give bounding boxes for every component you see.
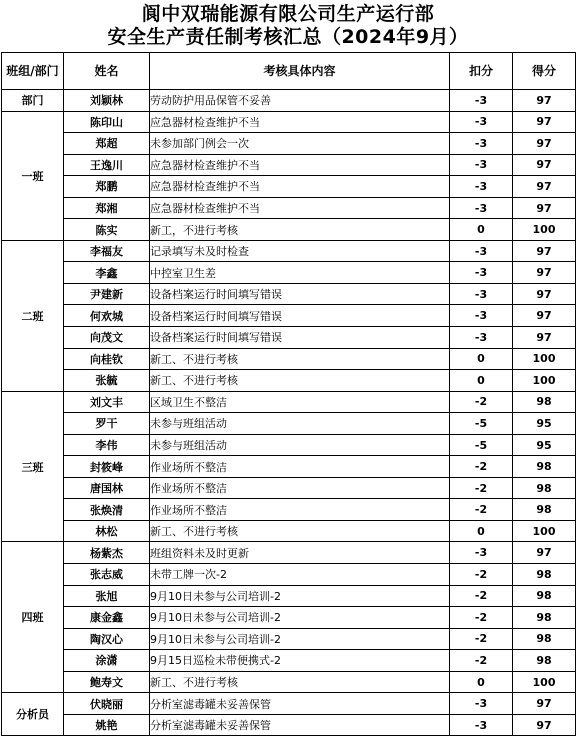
name-cell: 尹建新 xyxy=(64,283,150,305)
header-row xyxy=(2,53,576,90)
table-row xyxy=(2,585,576,607)
score-cell: 100 xyxy=(513,219,576,241)
name-cell: 李鑫 xyxy=(64,262,150,284)
content-cell: 设备档案运行时间填写错误 xyxy=(150,283,450,305)
deduct-cell: -3 xyxy=(450,133,513,155)
score-cell: 95 xyxy=(513,413,576,435)
deduct-cell: -3 xyxy=(450,542,513,564)
score-cell: 97 xyxy=(513,176,576,198)
team-cell: 四班 xyxy=(2,542,64,693)
name-cell: 陈实 xyxy=(64,219,150,241)
score-cell: 98 xyxy=(513,477,576,499)
score-cell: 100 xyxy=(513,348,576,370)
name-cell: 杨紫杰 xyxy=(64,542,150,564)
content-cell: 未参与班组活动 xyxy=(150,413,450,435)
content-cell: 作业场所不整洁 xyxy=(150,499,450,521)
table-row xyxy=(2,240,576,262)
content-cell: 应急器材检查维护不当 xyxy=(150,111,450,133)
content-cell: 应急器材检查维护不当 xyxy=(150,197,450,219)
content-cell: 新工、不进行考核 xyxy=(150,671,450,693)
content-cell: 9月10日未参与公司培训-2 xyxy=(150,628,450,650)
header-content: 考核具体内容 xyxy=(150,53,450,90)
score-cell: 100 xyxy=(513,671,576,693)
deduct-cell: -2 xyxy=(450,391,513,413)
score-cell: 98 xyxy=(513,499,576,521)
assessment-table xyxy=(1,52,576,736)
deduct-cell: -2 xyxy=(450,499,513,521)
content-cell: 9月15日巡检未带便携式-2 xyxy=(150,650,450,672)
table-row xyxy=(2,90,576,112)
table-row xyxy=(2,607,576,629)
deduct-cell: -5 xyxy=(450,434,513,456)
score-cell: 98 xyxy=(513,585,576,607)
report-title-line-1: 阆中双瑞能源有限公司生产运行部 xyxy=(141,3,435,25)
name-cell: 陈印山 xyxy=(64,111,150,133)
deduct-cell: -3 xyxy=(450,154,513,176)
deduct-cell: 0 xyxy=(450,520,513,542)
content-cell: 分析室滤毒罐未妥善保管 xyxy=(150,693,450,715)
table-row xyxy=(2,456,576,478)
name-cell: 刘颖林 xyxy=(64,90,150,112)
name-cell: 封筱峰 xyxy=(64,456,150,478)
content-cell: 未参与班组活动 xyxy=(150,434,450,456)
table-row xyxy=(2,262,576,284)
name-cell: 李福友 xyxy=(64,240,150,262)
table-row xyxy=(2,391,576,413)
name-cell: 张志威 xyxy=(64,564,150,586)
content-cell: 分析室滤毒罐未妥善保管 xyxy=(150,714,450,736)
deduct-cell: 0 xyxy=(450,671,513,693)
table-body xyxy=(2,90,576,736)
name-cell: 郑超 xyxy=(64,133,150,155)
name-cell: 郑湘 xyxy=(64,197,150,219)
report-title-line-2: 安全生产责任制考核汇总（2024年9月） xyxy=(107,26,469,48)
content-cell: 记录填写未及时检查 xyxy=(150,240,450,262)
content-cell: 新工、不进行考核 xyxy=(150,520,450,542)
name-cell: 刘文丰 xyxy=(64,391,150,413)
name-cell: 向茂文 xyxy=(64,327,150,349)
score-cell: 97 xyxy=(513,305,576,327)
score-cell: 98 xyxy=(513,650,576,672)
table-row xyxy=(2,219,576,241)
table-row xyxy=(2,434,576,456)
content-cell: 应急器材检查维护不当 xyxy=(150,154,450,176)
content-cell: 设备档案运行时间填写错误 xyxy=(150,327,450,349)
deduct-cell: -3 xyxy=(450,197,513,219)
name-cell: 鲍寿文 xyxy=(64,671,150,693)
table-row xyxy=(2,693,576,715)
content-cell: 新工，不进行考核 xyxy=(150,219,450,241)
score-cell: 98 xyxy=(513,456,576,478)
deduct-cell: -2 xyxy=(450,585,513,607)
content-cell: 新工、不进行考核 xyxy=(150,348,450,370)
deduct-cell: -5 xyxy=(450,413,513,435)
deduct-cell: 0 xyxy=(450,348,513,370)
score-cell: 97 xyxy=(513,154,576,176)
table-row xyxy=(2,477,576,499)
deduct-cell: -2 xyxy=(450,607,513,629)
team-cell: 三班 xyxy=(2,391,64,542)
team-cell: 分析员 xyxy=(2,693,64,736)
content-cell: 9月10日未参与公司培训-2 xyxy=(150,585,450,607)
score-cell: 100 xyxy=(513,520,576,542)
report-title xyxy=(0,0,576,52)
name-cell: 康金鑫 xyxy=(64,607,150,629)
content-cell: 区域卫生不整洁 xyxy=(150,391,450,413)
table-row xyxy=(2,133,576,155)
deduct-cell: -2 xyxy=(450,456,513,478)
table-row xyxy=(2,111,576,133)
score-cell: 98 xyxy=(513,391,576,413)
content-cell: 劳动防护用品保管不妥善 xyxy=(150,90,450,112)
table-row xyxy=(2,413,576,435)
score-cell: 97 xyxy=(513,111,576,133)
table-row xyxy=(2,348,576,370)
name-cell: 郑鹏 xyxy=(64,176,150,198)
header-deduct: 扣分 xyxy=(450,53,513,90)
name-cell: 涂潇 xyxy=(64,650,150,672)
content-cell: 未带工牌一次-2 xyxy=(150,564,450,586)
table-row xyxy=(2,327,576,349)
name-cell: 张焕清 xyxy=(64,499,150,521)
deduct-cell: -3 xyxy=(450,111,513,133)
name-cell: 王逸川 xyxy=(64,154,150,176)
deduct-cell: -3 xyxy=(450,262,513,284)
deduct-cell: -3 xyxy=(450,714,513,736)
deduct-cell: -2 xyxy=(450,477,513,499)
header-name: 姓名 xyxy=(64,53,150,90)
content-cell: 新工、不进行考核 xyxy=(150,370,450,392)
name-cell: 罗干 xyxy=(64,413,150,435)
content-cell: 作业场所不整洁 xyxy=(150,477,450,499)
table-row xyxy=(2,176,576,198)
name-cell: 张旭 xyxy=(64,585,150,607)
name-cell: 何欢城 xyxy=(64,305,150,327)
deduct-cell: -3 xyxy=(450,693,513,715)
score-cell: 97 xyxy=(513,240,576,262)
score-cell: 97 xyxy=(513,693,576,715)
table-row xyxy=(2,499,576,521)
score-cell: 97 xyxy=(513,327,576,349)
table-row xyxy=(2,628,576,650)
table-row xyxy=(2,671,576,693)
table-row xyxy=(2,154,576,176)
deduct-cell: -2 xyxy=(450,650,513,672)
score-cell: 97 xyxy=(513,90,576,112)
table-row xyxy=(2,370,576,392)
score-cell: 97 xyxy=(513,262,576,284)
deduct-cell: -3 xyxy=(450,90,513,112)
score-cell: 98 xyxy=(513,607,576,629)
table-row xyxy=(2,650,576,672)
deduct-cell: 0 xyxy=(450,370,513,392)
deduct-cell: -3 xyxy=(450,283,513,305)
score-cell: 98 xyxy=(513,564,576,586)
name-cell: 李伟 xyxy=(64,434,150,456)
deduct-cell: -3 xyxy=(450,176,513,198)
deduct-cell: -3 xyxy=(450,240,513,262)
header-team: 班组/部门 xyxy=(2,53,64,90)
content-cell: 未参加部门例会一次 xyxy=(150,133,450,155)
score-cell: 95 xyxy=(513,434,576,456)
content-cell: 9月10日未参与公司培训-2 xyxy=(150,607,450,629)
deduct-cell: -2 xyxy=(450,564,513,586)
score-cell: 97 xyxy=(513,283,576,305)
content-cell: 中控室卫生差 xyxy=(150,262,450,284)
table-row xyxy=(2,283,576,305)
content-cell: 班组资料未及时更新 xyxy=(150,542,450,564)
score-cell: 98 xyxy=(513,628,576,650)
table-row xyxy=(2,714,576,736)
table-row xyxy=(2,305,576,327)
content-cell: 应急器材检查维护不当 xyxy=(150,176,450,198)
name-cell: 姚艳 xyxy=(64,714,150,736)
deduct-cell: -3 xyxy=(450,305,513,327)
header-score: 得分 xyxy=(513,53,576,90)
deduct-cell: -2 xyxy=(450,628,513,650)
table-row xyxy=(2,564,576,586)
name-cell: 伏晓丽 xyxy=(64,693,150,715)
score-cell: 100 xyxy=(513,370,576,392)
name-cell: 陶汉心 xyxy=(64,628,150,650)
score-cell: 97 xyxy=(513,133,576,155)
score-cell: 97 xyxy=(513,197,576,219)
team-cell: 部门 xyxy=(2,90,64,112)
table-row xyxy=(2,542,576,564)
deduct-cell: -3 xyxy=(450,327,513,349)
table-row xyxy=(2,197,576,219)
score-cell: 97 xyxy=(513,714,576,736)
content-cell: 设备档案运行时间填写错误 xyxy=(150,305,450,327)
deduct-cell: 0 xyxy=(450,219,513,241)
table-row xyxy=(2,520,576,542)
name-cell: 张毓 xyxy=(64,370,150,392)
score-cell: 97 xyxy=(513,542,576,564)
name-cell: 向桂钦 xyxy=(64,348,150,370)
name-cell: 唐国林 xyxy=(64,477,150,499)
team-cell: 一班 xyxy=(2,111,64,240)
team-cell: 二班 xyxy=(2,240,64,391)
content-cell: 作业场所不整洁 xyxy=(150,456,450,478)
name-cell: 林松 xyxy=(64,520,150,542)
